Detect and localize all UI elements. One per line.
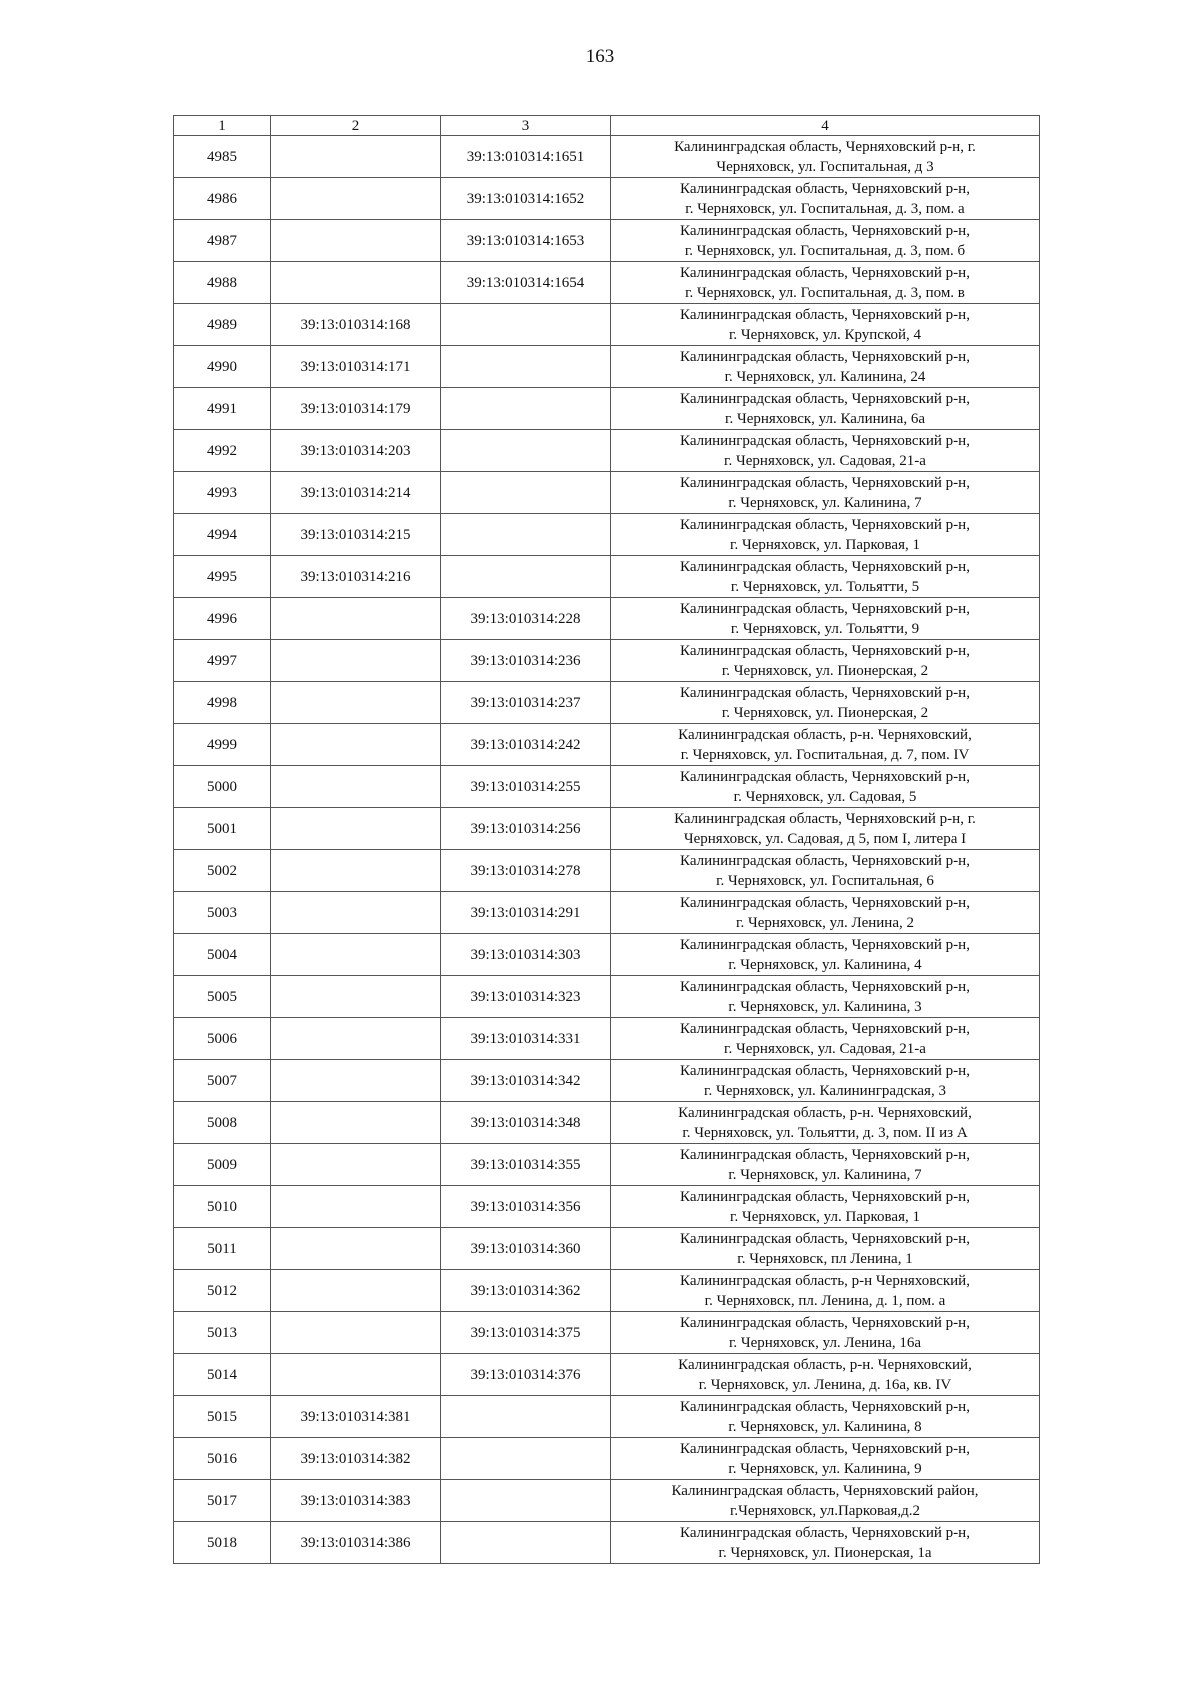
table-row <box>174 1438 1040 1480</box>
row-number-cell: 5017 <box>174 1480 271 1522</box>
address-line: Калининградская область, Черняховский р-н, <box>680 390 970 407</box>
row-number-cell: 5015 <box>174 1396 271 1438</box>
address-line: г. Черняховск, ул. Калинина, 3 <box>728 998 922 1015</box>
row-number-cell: 5002 <box>174 850 271 892</box>
cadastral-number-cell: 39:13:010314:382 <box>271 1438 441 1480</box>
address-line: Калининградская область, Черняховский р-н, <box>680 558 970 575</box>
table-row <box>174 136 1040 178</box>
address-line: Черняховск, ул. Садовая, д 5, пом I, литера I <box>683 830 967 847</box>
address-line: Калининградская область, Черняховский р-н, <box>680 222 970 239</box>
address-line: Калининградская область, Черняховский р-н, <box>680 180 970 197</box>
table-row <box>174 388 1040 430</box>
address-cell <box>611 850 1040 892</box>
cadastral-number-alt-cell: 39:13:010314:291 <box>441 892 611 934</box>
address-line: Калининградская область, Черняховский р-н, <box>680 600 970 617</box>
cadastral-number-cell <box>271 1270 441 1312</box>
address-cell <box>611 1018 1040 1060</box>
row-number-cell: 4987 <box>174 220 271 262</box>
address-line: Калининградская область, Черняховский р-н, <box>680 432 970 449</box>
table-row <box>174 1480 1040 1522</box>
cadastral-number-cell <box>271 766 441 808</box>
cadastral-number-alt-cell: 39:13:010314:303 <box>441 934 611 976</box>
cadastral-number-alt-cell: 39:13:010314:237 <box>441 682 611 724</box>
address-line: Калининградская область, р-н. Черняховский, <box>678 1356 972 1373</box>
address-line: г. Черняховск, ул. Парковая, 1 <box>730 1208 920 1225</box>
cadastral-number-alt-cell <box>441 472 611 514</box>
cadastral-number-alt-cell <box>441 430 611 472</box>
cadastral-number-cell <box>271 1144 441 1186</box>
table-row <box>174 682 1040 724</box>
table-body <box>174 136 1040 1564</box>
cadastral-number-alt-cell: 39:13:010314:242 <box>441 724 611 766</box>
address-line: Калининградская область, Черняховский р-н, <box>680 978 970 995</box>
address-line: Черняховск, ул. Госпитальная, д 3 <box>716 158 934 175</box>
cadastral-number-alt-cell <box>441 346 611 388</box>
cadastral-number-alt-cell <box>441 1522 611 1564</box>
row-number-cell: 5011 <box>174 1228 271 1270</box>
registry-table <box>173 115 1040 1564</box>
row-number-cell: 5006 <box>174 1018 271 1060</box>
cadastral-number-alt-cell: 39:13:010314:1651 <box>441 136 611 178</box>
address-cell <box>611 934 1040 976</box>
address-line: г. Черняховск, ул. Калинина, 4 <box>728 956 922 973</box>
address-line: г. Черняховск, ул. Садовая, 5 <box>733 788 917 805</box>
cadastral-number-alt-cell <box>441 1396 611 1438</box>
cadastral-number-cell <box>271 598 441 640</box>
cadastral-number-cell <box>271 808 441 850</box>
cadastral-number-alt-cell: 39:13:010314:362 <box>441 1270 611 1312</box>
cadastral-number-cell <box>271 1102 441 1144</box>
address-cell <box>611 1102 1040 1144</box>
cadastral-number-alt-cell: 39:13:010314:256 <box>441 808 611 850</box>
row-number-cell: 5001 <box>174 808 271 850</box>
address-line: г. Черняховск, пл Ленина, 1 <box>737 1250 913 1267</box>
cadastral-number-alt-cell <box>441 304 611 346</box>
address-line: г. Черняховск, ул. Пионерская, 2 <box>721 662 929 679</box>
row-number-cell: 5009 <box>174 1144 271 1186</box>
address-line: г. Черняховск, ул. Пионерская, 2 <box>721 704 929 721</box>
column-header-2: 2 <box>271 116 441 136</box>
cadastral-number-cell: 39:13:010314:381 <box>271 1396 441 1438</box>
row-number-cell: 5012 <box>174 1270 271 1312</box>
table-row <box>174 724 1040 766</box>
cadastral-number-alt-cell: 39:13:010314:376 <box>441 1354 611 1396</box>
table-row <box>174 598 1040 640</box>
table-row <box>174 1228 1040 1270</box>
address-cell <box>611 1228 1040 1270</box>
row-number-cell: 5003 <box>174 892 271 934</box>
cadastral-number-cell <box>271 850 441 892</box>
row-number-cell: 5013 <box>174 1312 271 1354</box>
cadastral-number-alt-cell: 39:13:010314:360 <box>441 1228 611 1270</box>
cadastral-number-cell: 39:13:010314:214 <box>271 472 441 514</box>
cadastral-number-alt-cell: 39:13:010314:348 <box>441 1102 611 1144</box>
address-line: Калининградская область, Черняховский р-н, <box>680 1146 970 1163</box>
address-line: г. Черняховск, ул. Госпитальная, д. 3, пом. а <box>685 200 965 217</box>
row-number-cell: 5010 <box>174 1186 271 1228</box>
address-line: г. Черняховск, ул. Садовая, 21-а <box>724 452 926 469</box>
table-row <box>174 1144 1040 1186</box>
address-line: Калининградская область, Черняховский р-н, <box>680 264 970 281</box>
address-cell <box>611 136 1040 178</box>
cadastral-number-alt-cell: 39:13:010314:236 <box>441 640 611 682</box>
table-row <box>174 892 1040 934</box>
address-line: Калининградская область, Черняховский р-н, <box>680 894 970 911</box>
address-line: Калининградская область, р-н. Черняховский, <box>678 1104 972 1121</box>
address-line: Калининградская область, Черняховский р-н, <box>680 1398 970 1415</box>
address-cell <box>611 1060 1040 1102</box>
cadastral-number-cell: 39:13:010314:216 <box>271 556 441 598</box>
cadastral-number-cell <box>271 682 441 724</box>
row-number-cell: 4996 <box>174 598 271 640</box>
table-row <box>174 1060 1040 1102</box>
address-line: Калининградская область, Черняховский р-н, <box>680 1188 970 1205</box>
cadastral-number-cell: 39:13:010314:203 <box>271 430 441 472</box>
cadastral-number-cell <box>271 1060 441 1102</box>
address-line: г. Черняховск, ул. Госпитальная, д. 3, пом. б <box>684 242 966 259</box>
address-line: Калининградская область, Черняховский р-н, <box>680 1524 970 1541</box>
address-line: г. Черняховск, ул. Ленина, 16а <box>728 1334 922 1351</box>
cadastral-number-alt-cell <box>441 1438 611 1480</box>
address-line: г. Черняховск, ул. Тольятти, 5 <box>730 578 920 595</box>
cadastral-number-cell: 39:13:010314:383 <box>271 1480 441 1522</box>
cadastral-number-alt-cell: 39:13:010314:1654 <box>441 262 611 304</box>
address-line: г. Черняховск, ул. Госпитальная, д. 7, пом. IV <box>680 746 970 763</box>
cadastral-number-cell <box>271 178 441 220</box>
address-line: г. Черняховск, ул. Крупской, 4 <box>728 326 922 343</box>
table-row <box>174 1354 1040 1396</box>
cadastral-number-alt-cell <box>441 388 611 430</box>
address-line: г. Черняховск, пл. Ленина, д. 1, пом. а <box>704 1292 946 1309</box>
table-row <box>174 1186 1040 1228</box>
address-line: г. Черняховск, ул. Ленина, 2 <box>736 914 914 931</box>
row-number-cell: 4997 <box>174 640 271 682</box>
address-line: Калининградская область, Черняховский р-н, <box>680 642 970 659</box>
cadastral-number-cell <box>271 976 441 1018</box>
address-cell <box>611 1522 1040 1564</box>
row-number-cell: 4991 <box>174 388 271 430</box>
row-number-cell: 5016 <box>174 1438 271 1480</box>
table-row <box>174 514 1040 556</box>
address-line: Калининградская область, Черняховский р-н, <box>680 474 970 491</box>
cadastral-number-alt-cell <box>441 514 611 556</box>
cadastral-number-cell: 39:13:010314:179 <box>271 388 441 430</box>
address-cell <box>611 682 1040 724</box>
row-number-cell: 4995 <box>174 556 271 598</box>
address-cell <box>611 1144 1040 1186</box>
column-header-1: 1 <box>174 116 271 136</box>
address-line: г. Черняховск, ул. Тольятти, д. 3, пом. II из А <box>682 1124 968 1141</box>
table-row <box>174 640 1040 682</box>
table-row <box>174 976 1040 1018</box>
table-row <box>174 1396 1040 1438</box>
address-cell <box>611 304 1040 346</box>
address-cell <box>611 808 1040 850</box>
table-row <box>174 430 1040 472</box>
address-cell <box>611 598 1040 640</box>
cadastral-number-cell <box>271 136 441 178</box>
header-row <box>174 116 1040 136</box>
row-number-cell: 4993 <box>174 472 271 514</box>
address-cell <box>611 724 1040 766</box>
table-row <box>174 1018 1040 1060</box>
cadastral-number-alt-cell <box>441 1480 611 1522</box>
address-line: Калининградская область, Черняховский р-н, <box>680 306 970 323</box>
address-line: Калининградская область, Черняховский р-н, г. <box>674 138 976 155</box>
page-number: 163 <box>585 46 615 67</box>
address-cell <box>611 472 1040 514</box>
row-number-cell: 4989 <box>174 304 271 346</box>
table-row <box>174 178 1040 220</box>
cadastral-number-cell <box>271 1312 441 1354</box>
row-number-cell: 4998 <box>174 682 271 724</box>
row-number-cell: 4988 <box>174 262 271 304</box>
table-row <box>174 262 1040 304</box>
row-number-cell: 4985 <box>174 136 271 178</box>
row-number-cell: 4992 <box>174 430 271 472</box>
cadastral-number-cell <box>271 220 441 262</box>
cadastral-number-cell <box>271 1018 441 1060</box>
row-number-cell: 5004 <box>174 934 271 976</box>
cadastral-number-cell <box>271 1186 441 1228</box>
row-number-cell: 5000 <box>174 766 271 808</box>
address-cell <box>611 514 1040 556</box>
column-header-3: 3 <box>441 116 611 136</box>
address-cell <box>611 1480 1040 1522</box>
address-cell <box>611 1354 1040 1396</box>
cadastral-number-alt-cell: 39:13:010314:228 <box>441 598 611 640</box>
table-row <box>174 1102 1040 1144</box>
table-row <box>174 556 1040 598</box>
address-cell <box>611 388 1040 430</box>
address-line: г. Черняховск, ул. Садовая, 21-а <box>724 1040 926 1057</box>
row-number-cell: 5014 <box>174 1354 271 1396</box>
table-row <box>174 1522 1040 1564</box>
table-row <box>174 304 1040 346</box>
row-number-cell: 5007 <box>174 1060 271 1102</box>
address-cell <box>611 976 1040 1018</box>
cadastral-number-cell <box>271 934 441 976</box>
cadastral-number-alt-cell: 39:13:010314:1652 <box>441 178 611 220</box>
row-number-cell: 4999 <box>174 724 271 766</box>
address-line: г. Черняховск, ул. Калинина, 24 <box>724 368 926 385</box>
table-row <box>174 1312 1040 1354</box>
address-cell <box>611 178 1040 220</box>
address-line: г. Черняховск, ул. Пионерская, 1а <box>718 1544 932 1561</box>
address-line: г. Черняховск, ул. Парковая, 1 <box>730 536 920 553</box>
address-cell <box>611 1438 1040 1480</box>
cadastral-number-cell <box>271 1228 441 1270</box>
table-header <box>174 116 1040 136</box>
address-line: г. Черняховск, ул. Калинина, 7 <box>728 494 922 511</box>
row-number-cell: 5008 <box>174 1102 271 1144</box>
cadastral-number-cell <box>271 640 441 682</box>
cadastral-number-alt-cell: 39:13:010314:342 <box>441 1060 611 1102</box>
address-cell <box>611 346 1040 388</box>
cadastral-number-alt-cell <box>441 556 611 598</box>
cadastral-number-cell: 39:13:010314:171 <box>271 346 441 388</box>
address-cell <box>611 1270 1040 1312</box>
address-line: Калининградская область, Черняховский р-н, <box>680 852 970 869</box>
cadastral-number-alt-cell: 39:13:010314:355 <box>441 1144 611 1186</box>
address-cell <box>611 1186 1040 1228</box>
address-cell <box>611 262 1040 304</box>
row-number-cell: 4986 <box>174 178 271 220</box>
address-line: г. Черняховск, ул. Калининградская, 3 <box>704 1082 946 1099</box>
cadastral-number-alt-cell: 39:13:010314:278 <box>441 850 611 892</box>
address-cell <box>611 892 1040 934</box>
address-line: г. Черняховск, ул. Госпитальная, 6 <box>716 872 934 889</box>
address-cell <box>611 556 1040 598</box>
address-line: Калининградская область, Черняховский р-н, г. <box>674 810 976 827</box>
address-line: г.Черняховск, ул.Парковая,д.2 <box>729 1502 921 1519</box>
table-row <box>174 472 1040 514</box>
address-line: Калининградская область, Черняховский р-н, <box>680 1062 970 1079</box>
cadastral-number-cell <box>271 262 441 304</box>
row-number-cell: 4994 <box>174 514 271 556</box>
cadastral-number-alt-cell: 39:13:010314:356 <box>441 1186 611 1228</box>
address-line: г. Черняховск, ул. Ленина, д. 16а, кв. IV <box>698 1376 952 1393</box>
address-line: Калининградская область, Черняховский район, <box>671 1482 979 1499</box>
table-row <box>174 808 1040 850</box>
address-line: Калининградская область, Черняховский р-н, <box>680 1230 970 1247</box>
address-cell <box>611 1312 1040 1354</box>
address-line: г. Черняховск, ул. Калинина, 9 <box>728 1460 922 1477</box>
table-row <box>174 346 1040 388</box>
row-number-cell: 4990 <box>174 346 271 388</box>
table-row <box>174 1270 1040 1312</box>
cadastral-number-alt-cell: 39:13:010314:1653 <box>441 220 611 262</box>
row-number-cell: 5005 <box>174 976 271 1018</box>
address-cell <box>611 220 1040 262</box>
table-row <box>174 220 1040 262</box>
cadastral-number-cell: 39:13:010314:386 <box>271 1522 441 1564</box>
cadastral-number-cell: 39:13:010314:168 <box>271 304 441 346</box>
cadastral-number-alt-cell: 39:13:010314:255 <box>441 766 611 808</box>
cadastral-number-alt-cell: 39:13:010314:375 <box>441 1312 611 1354</box>
table-row <box>174 934 1040 976</box>
cadastral-number-alt-cell: 39:13:010314:331 <box>441 1018 611 1060</box>
table-row <box>174 766 1040 808</box>
address-line: г. Черняховск, ул. Калинина, 7 <box>728 1166 922 1183</box>
address-line: Калининградская область, Черняховский р-н, <box>680 516 970 533</box>
row-number-cell: 5018 <box>174 1522 271 1564</box>
cadastral-number-cell <box>271 724 441 766</box>
address-line: Калининградская область, Черняховский р-н, <box>680 684 970 701</box>
address-line: г. Черняховск, ул. Калинина, 8 <box>728 1418 922 1435</box>
address-line: г. Черняховск, ул. Тольятти, 9 <box>730 620 920 637</box>
address-cell <box>611 1396 1040 1438</box>
address-cell <box>611 640 1040 682</box>
cadastral-number-cell <box>271 892 441 934</box>
address-line: Калининградская область, Черняховский р-н, <box>680 1020 970 1037</box>
table-row <box>174 850 1040 892</box>
address-line: Калининградская область, Черняховский р-н, <box>680 936 970 953</box>
address-line: Калининградская область, Черняховский р-н, <box>680 1440 970 1457</box>
address-cell <box>611 430 1040 472</box>
cadastral-number-cell <box>271 1354 441 1396</box>
column-header-4: 4 <box>611 116 1040 136</box>
address-line: Калининградская область, р-н. Черняховский, <box>678 726 972 743</box>
address-line: г. Черняховск, ул. Калинина, 6а <box>725 410 925 427</box>
address-line: Калининградская область, Черняховский р-н, <box>680 348 970 365</box>
cadastral-number-cell: 39:13:010314:215 <box>271 514 441 556</box>
address-line: г. Черняховск, ул. Госпитальная, д. 3, пом. в <box>685 284 965 301</box>
address-cell <box>611 766 1040 808</box>
address-line: Калининградская область, Черняховский р-н, <box>680 1314 970 1331</box>
address-line: Калининградская область, Черняховский р-н, <box>680 768 970 785</box>
address-line: Калининградская область, р-н Черняховский, <box>680 1272 970 1289</box>
cadastral-number-alt-cell: 39:13:010314:323 <box>441 976 611 1018</box>
